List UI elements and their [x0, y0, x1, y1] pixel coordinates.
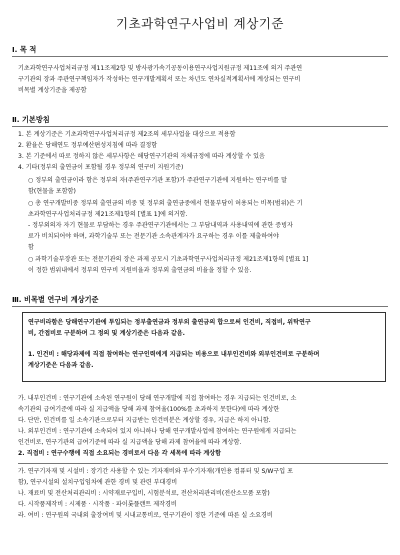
direct-cost-item: 다. 시작품제작비 : 시제품 · 시작품 · 파이롯플랜트 제작경비	[18, 501, 177, 508]
direct-cost-item: 나. 재료비 및 전산처리관리비 : 시약재료구입비, 시험분석료, 전산처리관리비(전산소모품 포함)	[18, 490, 270, 497]
labor-cost-heading: 1. 인건비 : 해당과제에 직접 참여하는 연구인력에게 지급되는 비용으로 내부인건비와 외부인건비로 구분하며	[28, 351, 320, 358]
section-3-divider	[12, 306, 388, 307]
internal-labor-line: 속기관의 급여기준에 따라 실 지급액을 당해 과제 참여율(100%를 초과하지 못한다)에 따라 계상한	[18, 406, 280, 413]
section-1-line: 기초과학연구사업처리규정 제11조제2항 및 방사광가속기공동이용연구사업지원규정 제11조에 의거 주관연	[18, 65, 303, 72]
policy-sub-line: 함(현물을 포함함)	[28, 188, 76, 195]
document-title: 기초과학연구사업비 계상기준	[116, 16, 284, 31]
policy-item: 2. 환율은 당해연도 정부예산편성지침에 따라 결정함	[18, 142, 158, 149]
policy-sub-line: 함	[28, 244, 34, 251]
direct-cost-divider	[18, 463, 388, 464]
policy-sub-line: 초과학연구사업처리규정 제21조제1항의 [별표 1]에 의거함.	[28, 211, 188, 218]
policy-item: 4. 기타(정부의 출연금이 포함될 경우 정부의 연구비 지원기준)	[18, 164, 184, 171]
definition-line: 비, 간접비로 구분하며 그 정의 및 계상기준은 다음과 같음.	[28, 330, 185, 337]
external-labor-line: 인건비로, 연구기관의 급여기준에 따라 실 지급액을 당해 과제 참여율에 따라 계상함.	[18, 439, 242, 446]
policy-sub-line: 료가 비치되어야 하며, 과학기술부 또는 전문기관 소속관계자가 요구하는 경우 이를 제출하여야	[28, 233, 279, 240]
policy-sub-line: 이 정한 범위내에서 정부의 연구비 지원비율과 정부외 출연금의 비율을 정할 수 있음.	[28, 267, 252, 274]
section-2-heading: Ⅱ. 기본방침	[12, 115, 50, 124]
section-1-divider	[12, 56, 388, 57]
policy-item: 3. 본 기준에서 따로 정하지 않은 세부사항은 해당연구기관의 자체규정에 따라 계상할 수 있음	[18, 153, 265, 160]
external-labor-line: 나. 외부인건비 : 연구기관에 소속되어 있지 아니하나 당해 연구개발사업에 참여하는 연구원에게 지급되는	[18, 428, 297, 435]
direct-cost-item: 가. 연구기자재 및 시설비 : 장기간 사용할 수 있는 기자재비와 부수기자재(개인용 컴퓨터 및 S/W구입 포	[18, 468, 294, 475]
section-2-divider	[12, 126, 388, 127]
section-1-line: 구기관의 장과 주관연구책임자가 작성하는 연구개발계획서 또는 차년도 연차실적계획서에 계상되는 연구비	[18, 76, 301, 83]
direct-cost-heading: 2. 직접비 : 연구수행에 직접 소요되는 경비로서 다음 각 세목에 따라 계상함	[18, 450, 222, 457]
policy-sub-line: ○ 총 연구개발비중 정부의 출연금의 비중 및 정부외 출연금중에서 현물부담이 허용되는 비목(범위)은 기	[28, 200, 303, 207]
internal-labor-line: 다. 단만, 인건비를 일 소속기관으로부터 지급받는 인건비분은 계상할 경우, 지급은 하지 아니함.	[18, 417, 271, 424]
policy-sub-line: ○ 과학기술부장관 또는 전문기관의 장은 과제 공모시 기초과학연구사업처리규정 제21조제1항의 [별표 1]	[28, 256, 309, 263]
section-3-heading: Ⅲ. 비목별 연구비 계상기준	[12, 295, 99, 304]
policy-sub-line: ○ 정부의 출연금이라 함은 정부의 자(주관연구기관 포함)가 주관연구기관에 지원하는 연구비를 말	[28, 177, 288, 184]
policy-sub-line: - 정부외의자 자기 현물로 부담하는 경우 주관연구기관에서는 그 부담내역과 사용내역에 관한 증빙자	[28, 222, 293, 229]
direct-cost-item: 함), 연구시설의 설치구입임차에 관한 경비 및 관련 부대경비	[18, 479, 178, 486]
policy-item: 1. 본 계상기준은 기초과학연구사업처리규정 제2조의 세부사업을 대상으로 적용함	[18, 131, 236, 138]
section-1-heading: Ⅰ. 목 적	[12, 45, 37, 54]
labor-cost-heading: 계상기준은 다음과 같음.	[28, 362, 94, 369]
internal-labor-line: 가. 내부인건비 : 연구기관에 소속된 연구원이 당해 연구개발에 직접 참여하는 경우 지급되는 인건비로, 소	[18, 395, 297, 402]
definition-line: 연구비라함은 당해연구기관에 투입되는 정부출연금과 정부외 출연금의 합으로써 인건비, 직접비, 위탁연구	[28, 319, 311, 326]
section-1-line: 비목별 계상기준을 제공함	[18, 87, 87, 94]
direct-cost-item: 라. 여비 : 연구원의 국내외 출장여비 및 시내교통비로, 연구기관이 정한 기준에 따른 실 소요경비	[18, 512, 273, 519]
